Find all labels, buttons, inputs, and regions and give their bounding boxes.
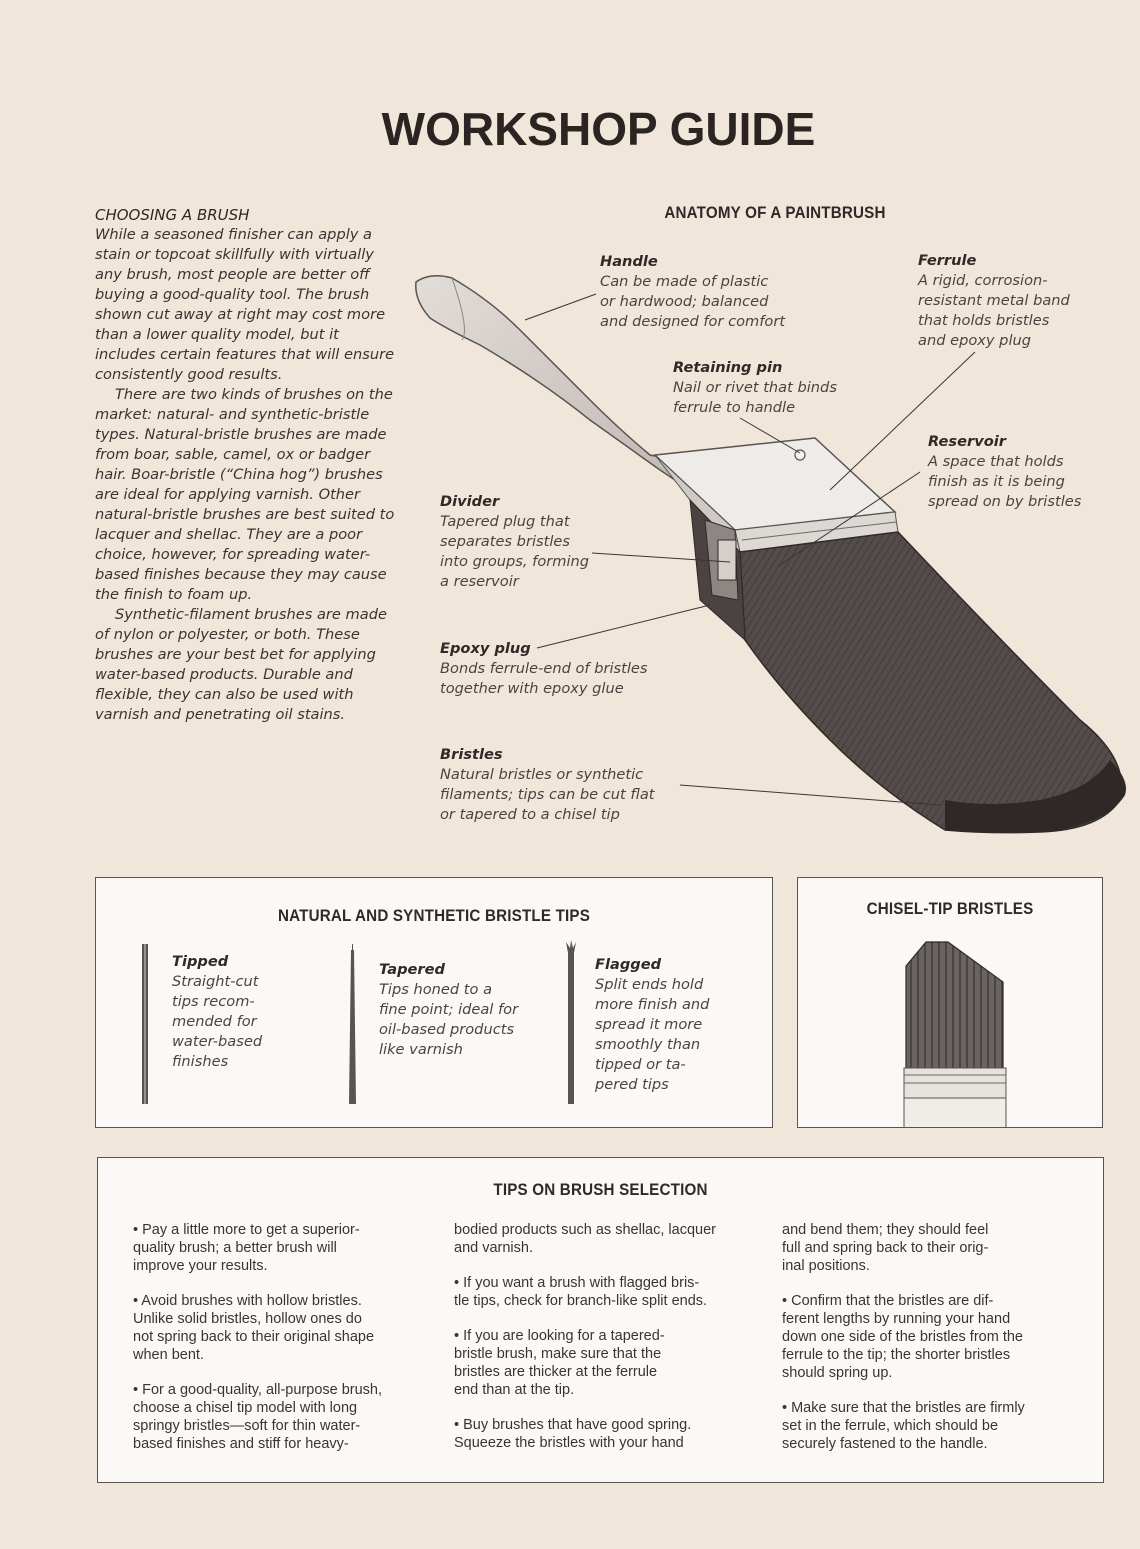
choosing-heading: CHOOSING A BRUSH — [95, 206, 250, 224]
label-line: or tapered to a chisel tip — [440, 806, 620, 823]
label-title: Reservoir — [928, 433, 1006, 450]
tip-line: down one side of the bristles from the — [782, 1329, 1023, 1345]
tip-line: tle tips, check for branch-like split ends. — [454, 1293, 708, 1309]
tip-line: springy bristles—soft for thin water- — [133, 1418, 361, 1434]
tip-line: quality brush; a better brush will — [133, 1240, 337, 1256]
label-line: and designed for comfort — [600, 313, 786, 330]
selection-tip — [782, 1399, 1082, 1453]
label-handle — [600, 252, 785, 332]
label-line: Natural bristles or synthetic — [440, 766, 644, 783]
label-title: Ferrule — [918, 252, 977, 269]
tip-line: bodied products such as shellac, lacquer — [454, 1222, 716, 1238]
tip-line: • If you want a brush with flagged bris- — [454, 1275, 700, 1291]
selection-tip — [133, 1381, 443, 1453]
label-line: Nail or rivet that binds — [673, 379, 837, 396]
tip-line: fine point; ideal for — [379, 1001, 519, 1018]
selection-tip — [454, 1327, 769, 1399]
chisel-tip-heading: CHISEL-TIP BRISTLES — [866, 900, 1034, 918]
tip-line: water-based — [172, 1033, 263, 1050]
tip-line: • Make sure that the bristles are firmly — [782, 1400, 1025, 1416]
selection-column — [454, 1221, 769, 1469]
tip-title: Flagged — [595, 956, 662, 973]
page-title: WORKSHOP GUIDE — [381, 103, 816, 155]
anatomy-heading: ANATOMY OF A PAINTBRUSH — [664, 204, 886, 222]
label-line: Tapered plug that — [440, 513, 570, 530]
tip-line: tips recom- — [172, 993, 255, 1010]
chisel-tip-box — [797, 877, 1103, 1128]
tip-title: Tapered — [379, 961, 445, 978]
tip-line: • Confirm that the bristles are dif- — [782, 1293, 994, 1309]
choosing-paragraph: While a seasoned finisher can apply a stain or topcoat skillfully with virtually any brush, most people are better off buying a good-quality tool. The brush shown cut away at right may cost more than a lower quality model, but it includes certain features that will ensure consistently good results. — [95, 226, 395, 383]
tip-line: ferent lengths by running your hand — [782, 1311, 1011, 1327]
label-line: or hardwood; balanced — [600, 293, 769, 310]
label-ferrule — [918, 251, 1070, 351]
label-line: that holds bristles — [918, 312, 1050, 329]
tip-tapered — [379, 960, 518, 1060]
label-title: Epoxy plug — [440, 640, 531, 657]
tip-line: based finishes and stiff for heavy- — [133, 1436, 349, 1452]
label-line: filaments; tips can be cut flat — [440, 786, 655, 803]
tip-line: and varnish. — [454, 1240, 533, 1256]
label-line: Can be made of plastic — [600, 273, 769, 290]
tip-line: pered tips — [595, 1076, 669, 1093]
tip-line: Unlike solid bristles, hollow ones do — [133, 1311, 362, 1327]
tip-line: Split ends hold — [595, 976, 704, 993]
selection-tip — [133, 1221, 443, 1275]
tip-line: full and spring back to their orig- — [782, 1240, 989, 1256]
selection-tip — [782, 1292, 1082, 1382]
label-line: and epoxy plug — [918, 332, 1032, 349]
label-retaining-pin — [673, 358, 837, 418]
tip-line: mended for — [172, 1013, 257, 1030]
tip-line: when bent. — [133, 1347, 204, 1363]
tip-line: oil-based products — [379, 1021, 515, 1038]
selection-tip — [133, 1292, 443, 1364]
selection-tip — [454, 1221, 769, 1257]
tip-line: spread it more — [595, 1016, 703, 1033]
label-divider — [440, 492, 589, 592]
tip-line: not spring back to their original shape — [133, 1329, 375, 1345]
selection-column — [133, 1221, 443, 1470]
label-line: into groups, forming — [440, 553, 590, 570]
label-epoxy-plug — [440, 639, 647, 699]
label-title: Bristles — [440, 746, 503, 763]
selection-tip — [782, 1221, 1082, 1275]
tip-line: • If you are looking for a tapered- — [454, 1328, 665, 1344]
tip-line: like varnish — [379, 1041, 463, 1058]
tip-line: inal positions. — [782, 1258, 870, 1274]
bristle-tips-box — [95, 877, 773, 1128]
tip-line: tipped or ta- — [595, 1056, 686, 1073]
selection-tip — [454, 1274, 769, 1310]
tip-line: and bend them; they should feel — [782, 1222, 989, 1238]
tip-flagged — [595, 955, 709, 1095]
label-line: spread on by bristles — [928, 493, 1082, 510]
tip-line: Tips honed to a — [379, 981, 493, 998]
label-line: separates bristles — [440, 533, 570, 550]
tip-line: finishes — [172, 1053, 229, 1070]
tip-title: Tipped — [172, 953, 229, 970]
label-line: a reservoir — [440, 573, 519, 590]
label-line: resistant metal band — [918, 292, 1070, 309]
tip-line: • For a good-quality, all-purpose brush, — [133, 1382, 383, 1398]
selection-tip — [454, 1416, 769, 1452]
selection-column — [782, 1221, 1082, 1470]
label-title: Retaining pin — [673, 359, 783, 376]
tip-line: Straight-cut — [172, 973, 259, 990]
label-line: A space that holds — [928, 453, 1064, 470]
label-line: together with epoxy glue — [440, 680, 624, 697]
tip-line: Squeeze the bristles with your hand — [454, 1435, 684, 1451]
tip-tipped — [172, 952, 262, 1072]
label-title: Handle — [600, 253, 658, 270]
bristle-tips-heading: NATURAL AND SYNTHETIC BRISTLE TIPS — [277, 907, 591, 925]
tip-line: set in the ferrule, which should be — [782, 1418, 999, 1434]
tip-line: choose a chisel tip model with long — [133, 1400, 358, 1416]
tip-line: • Avoid brushes with hollow bristles. — [133, 1293, 362, 1309]
tip-line: • Buy brushes that have good spring. — [454, 1417, 692, 1433]
tip-line: end than at the tip. — [454, 1382, 575, 1398]
label-bristles — [440, 745, 655, 825]
chisel-tip-drawing — [798, 878, 1102, 1127]
tip-line: • Pay a little more to get a superior- — [133, 1222, 360, 1238]
tip-line: securely fastened to the handle. — [782, 1436, 988, 1452]
tip-line: bristles are thicker at the ferrule — [454, 1364, 658, 1380]
brush-selection-heading: TIPS ON BRUSH SELECTION — [493, 1181, 708, 1199]
tip-line: improve your results. — [133, 1258, 268, 1274]
tip-line: ferrule to the tip; the shorter bristles — [782, 1347, 1011, 1363]
tip-line: more finish and — [595, 996, 710, 1013]
label-line: ferrule to handle — [673, 399, 796, 416]
label-line: finish as it is being — [928, 473, 1065, 490]
choosing-paragraph: Synthetic-filament brushes are made of nylon or polyester, or both. These brushes are your best bet for applying water-based products. Durable and flexible, they can also be used with varnish and penetrating oil stains. — [95, 606, 387, 723]
label-title: Divider — [440, 493, 500, 510]
tip-line: bristle brush, make sure that the — [454, 1346, 662, 1362]
tip-line: smoothly than — [595, 1036, 701, 1053]
choosing-paragraph: There are two kinds of brushes on the market: natural- and synthetic-bristle types. Natural-bristle brushes are made from boar, sable, camel, ox or badger hair. Boar-bristle (“China hog”) brushes are ideal for applying varnish. Other natural-bristle brushes are best suited to lacquer and shellac. They are a poor choice, however, for spreading water-based finishes because they may cause the finish to foam up. — [95, 386, 395, 603]
label-reservoir — [928, 432, 1081, 512]
tip-line: should spring up. — [782, 1365, 893, 1381]
brush-selection-box — [97, 1157, 1104, 1483]
label-line: Bonds ferrule-end of bristles — [440, 660, 648, 677]
label-line: A rigid, corrosion- — [918, 272, 1048, 289]
